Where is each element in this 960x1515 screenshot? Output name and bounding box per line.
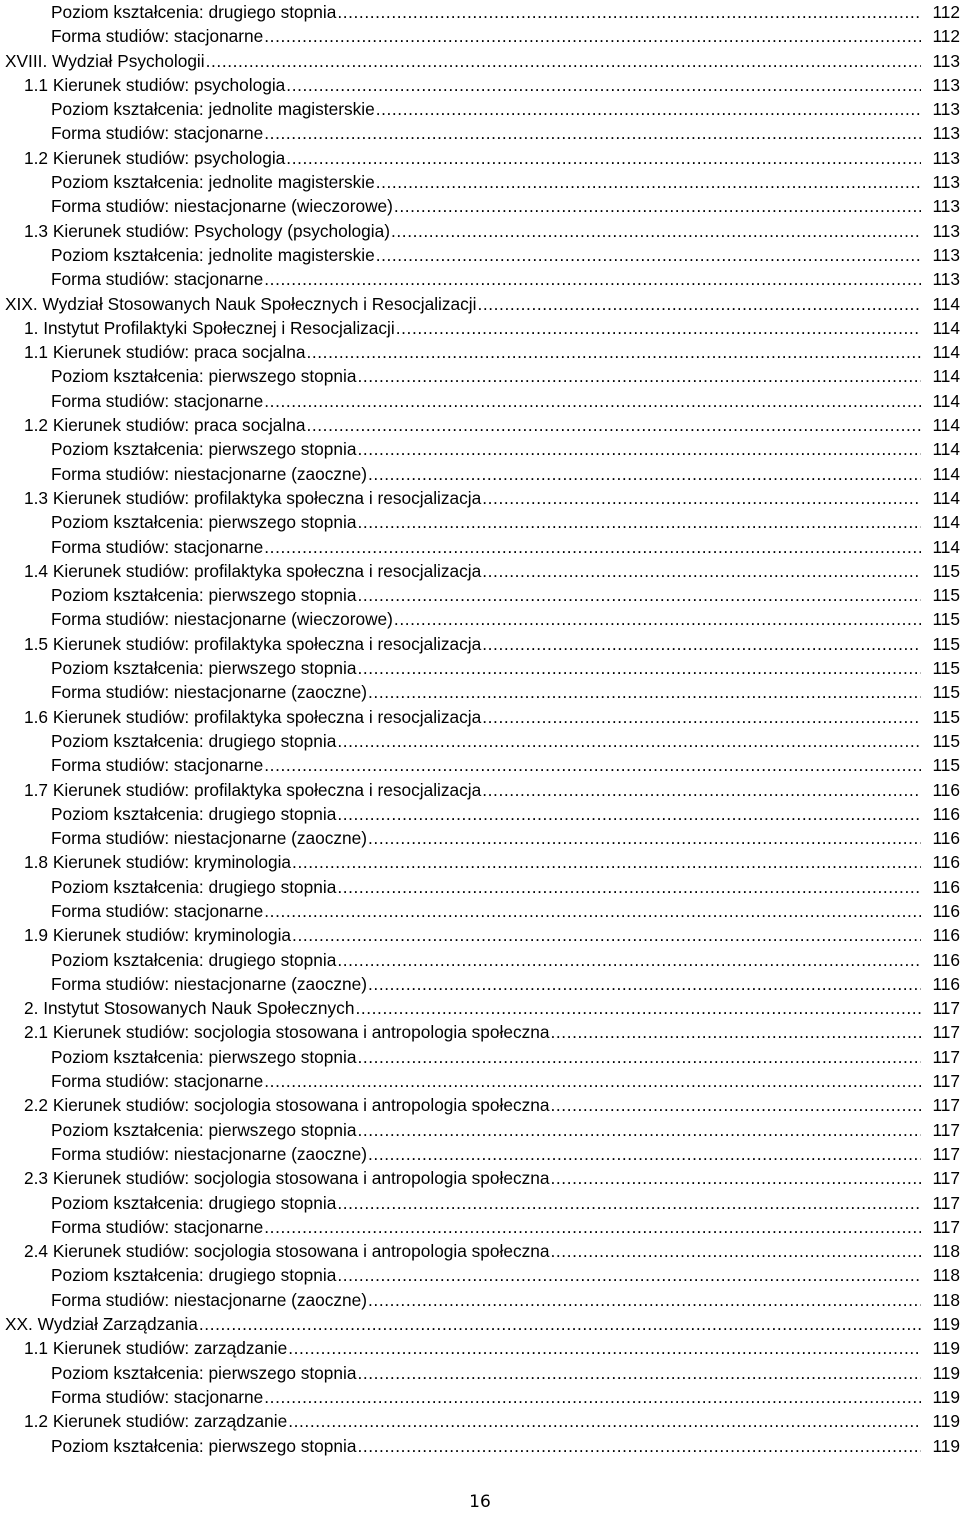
toc-dot-leader	[482, 778, 921, 802]
toc-entry-page-number: 117	[932, 1192, 960, 1213]
toc-entry[interactable]	[0, 486, 960, 510]
toc-entry-page-number: 115	[932, 706, 960, 727]
toc-dot-leader	[394, 607, 921, 631]
toc-entry-page-number: 115	[932, 633, 960, 654]
toc-entry-page-number: 114	[932, 342, 960, 363]
toc-entry[interactable]	[0, 364, 960, 388]
toc-dot-leader	[357, 583, 921, 607]
toc-entry-page-number: 113	[932, 99, 960, 120]
toc-entry-title: Poziom kształcenia: pierwszego stopnia	[51, 1435, 357, 1456]
toc-dot-leader	[199, 1312, 921, 1336]
toc-entry[interactable]	[0, 97, 960, 121]
toc-entry-title: XX. Wydział Zarządzania	[5, 1314, 198, 1335]
toc-entry-page-number: 112	[932, 2, 960, 22]
toc-dot-leader	[337, 875, 921, 899]
toc-entry[interactable]	[0, 559, 960, 583]
toc-entry[interactable]	[0, 875, 960, 899]
toc-entry-page-number: 113	[932, 196, 960, 217]
toc-entry-page-number: 115	[932, 609, 960, 630]
toc-entry-page-number: 115	[932, 730, 960, 751]
toc-entry[interactable]	[0, 146, 960, 170]
toc-dot-leader	[264, 535, 921, 559]
toc-entry-title: Poziom kształcenia: pierwszego stopnia	[51, 366, 357, 387]
toc-entry[interactable]	[0, 24, 960, 48]
toc-entry[interactable]	[0, 656, 960, 680]
toc-entry[interactable]	[0, 1020, 960, 1044]
toc-entry-page-number: 113	[932, 147, 960, 168]
toc-entry-title: XIX. Wydział Stosowanych Nauk Społecznych i Resocjalizacji	[5, 293, 477, 314]
toc-dot-leader	[391, 219, 921, 243]
toc-dot-leader	[357, 1118, 921, 1142]
toc-entry[interactable]	[0, 850, 960, 874]
toc-entry-title: Forma studiów: niestacjonarne (zaoczne)	[51, 1289, 368, 1310]
toc-dot-leader	[357, 1434, 921, 1458]
toc-entry-title: 1.2 Kierunek studiów: zarządzanie	[24, 1411, 288, 1432]
toc-dot-leader	[337, 802, 921, 826]
toc-entry-page-number: 114	[932, 293, 960, 314]
toc-entry-title: Poziom kształcenia: drugiego stopnia	[51, 803, 337, 824]
toc-entry-page-number: 117	[932, 1022, 960, 1043]
toc-entry-title: Forma studiów: stacjonarne	[51, 1216, 264, 1237]
toc-entry-page-number: 119	[932, 1314, 960, 1335]
toc-entry[interactable]	[0, 632, 960, 656]
toc-entry-title: Poziom kształcenia: jednolite magisterskie	[51, 99, 375, 120]
toc-dot-leader	[357, 510, 921, 534]
toc-entry-title: 2.1 Kierunek studiów: socjologia stosowana i antropologia społeczna	[24, 1022, 550, 1043]
toc-entry-page-number: 113	[932, 50, 960, 71]
toc-dot-leader	[376, 243, 921, 267]
toc-entry-page-number: 118	[932, 1289, 960, 1310]
toc-entry[interactable]	[0, 1361, 960, 1385]
toc-entry-page-number: 117	[932, 1119, 960, 1140]
toc-entry-page-number: 118	[932, 1241, 960, 1262]
toc-entry[interactable]	[0, 389, 960, 413]
toc-entry-page-number: 115	[932, 658, 960, 679]
toc-entry-title: Forma studiów: niestacjonarne (zaoczne)	[51, 463, 368, 484]
toc-entry[interactable]	[0, 1409, 960, 1433]
toc-dot-leader	[482, 559, 921, 583]
toc-entry[interactable]	[0, 1434, 960, 1458]
toc-entry[interactable]	[0, 437, 960, 461]
toc-entry-title: Forma studiów: stacjonarne	[51, 390, 264, 411]
toc-entry-title: 1.3 Kierunek studiów: Psychology (psychologia)	[24, 220, 390, 241]
toc-entry[interactable]	[0, 680, 960, 704]
toc-entry[interactable]	[0, 996, 960, 1020]
toc-entry-page-number: 114	[932, 366, 960, 387]
toc-entry-title: Forma studiów: stacjonarne	[51, 755, 264, 776]
toc-entry-page-number: 115	[932, 585, 960, 606]
toc-entry-title: Forma studiów: stacjonarne	[51, 1071, 264, 1092]
toc-entry-title: 1.7 Kierunek studiów: profilaktyka społeczna i resocjalizacja	[24, 779, 482, 800]
toc-entry-title: 1.1 Kierunek studiów: praca socjalna	[24, 342, 306, 363]
toc-dot-leader	[482, 632, 921, 656]
toc-entry-title: 1.2 Kierunek studiów: praca socjalna	[24, 415, 306, 436]
toc-entry-page-number: 117	[932, 1071, 960, 1092]
toc-dot-leader	[376, 170, 921, 194]
toc-entry-page-number: 115	[932, 682, 960, 703]
toc-dot-leader	[482, 486, 921, 510]
toc-entry-title: Poziom kształcenia: pierwszego stopnia	[51, 439, 357, 460]
toc-entry[interactable]	[0, 316, 960, 340]
toc-entry[interactable]	[0, 1069, 960, 1093]
toc-entry[interactable]	[0, 1191, 960, 1215]
toc-entry-page-number: 117	[932, 1168, 960, 1189]
toc-entry[interactable]	[0, 705, 960, 729]
toc-dot-leader	[337, 948, 921, 972]
toc-entry-page-number: 116	[932, 973, 960, 994]
toc-dot-leader	[550, 1020, 921, 1044]
toc-entry-title: Poziom kształcenia: drugiego stopnia	[51, 1192, 337, 1213]
toc-entry[interactable]	[0, 1263, 960, 1287]
toc-entry[interactable]	[0, 802, 960, 826]
toc-dot-leader	[368, 826, 921, 850]
toc-entry[interactable]	[0, 1239, 960, 1263]
toc-entry-page-number: 114	[932, 487, 960, 508]
toc-entry-page-number: 116	[932, 779, 960, 800]
toc-entry-title: Poziom kształcenia: drugiego stopnia	[51, 2, 337, 22]
toc-entry-title: Poziom kształcenia: pierwszego stopnia	[51, 1046, 357, 1067]
toc-entry[interactable]	[0, 826, 960, 850]
toc-dot-leader	[337, 0, 921, 24]
toc-entry-title: 1.8 Kierunek studiów: kryminologia	[24, 852, 292, 873]
toc-entry-title: 1.9 Kierunek studiów: kryminologia	[24, 925, 292, 946]
toc-entry-title: 1.1 Kierunek studiów: psychologia	[24, 74, 286, 95]
toc-entry-page-number: 119	[932, 1362, 960, 1383]
toc-entry[interactable]	[0, 1118, 960, 1142]
toc-dot-leader	[550, 1166, 921, 1190]
toc-dot-leader	[337, 729, 921, 753]
toc-entry-page-number: 117	[932, 998, 960, 1019]
toc-entry-page-number: 116	[932, 900, 960, 921]
toc-dot-leader	[357, 364, 921, 388]
toc-entry[interactable]	[0, 340, 960, 364]
toc-entry[interactable]	[0, 0, 960, 24]
toc-entry[interactable]	[0, 1142, 960, 1166]
toc-dot-leader	[357, 437, 921, 461]
toc-entry-title: Forma studiów: stacjonarne	[51, 123, 264, 144]
toc-dot-leader	[264, 1215, 921, 1239]
toc-entry-title: 1.2 Kierunek studiów: psychologia	[24, 147, 286, 168]
toc-entry[interactable]	[0, 923, 960, 947]
toc-entry-title: Forma studiów: niestacjonarne (zaoczne)	[51, 973, 368, 994]
toc-entry-page-number: 113	[932, 74, 960, 95]
toc-entry-title: Poziom kształcenia: drugiego stopnia	[51, 1265, 337, 1286]
toc-entry[interactable]	[0, 413, 960, 437]
toc-entry-page-number: 116	[932, 925, 960, 946]
toc-entry-page-number: 114	[932, 536, 960, 557]
toc-entry-title: Forma studiów: stacjonarne	[51, 1386, 264, 1407]
toc-entry[interactable]	[0, 292, 960, 316]
toc-entry[interactable]	[0, 535, 960, 559]
toc-entry-page-number: 116	[932, 949, 960, 970]
toc-dot-leader	[368, 680, 921, 704]
toc-dot-leader	[357, 1045, 921, 1069]
toc-entry-page-number: 115	[932, 755, 960, 776]
toc-entry-title: 1.4 Kierunek studiów: profilaktyka społeczna i resocjalizacja	[24, 560, 482, 581]
toc-entry-page-number: 116	[932, 852, 960, 873]
toc-entry-title: Forma studiów: stacjonarne	[51, 269, 264, 290]
toc-dot-leader	[306, 413, 921, 437]
toc-entry[interactable]	[0, 267, 960, 291]
toc-entry[interactable]	[0, 1166, 960, 1190]
toc-entry[interactable]	[0, 753, 960, 777]
toc-entry-page-number: 113	[932, 244, 960, 265]
toc-entry[interactable]	[0, 899, 960, 923]
toc-dot-leader	[292, 923, 921, 947]
toc-dot-leader	[264, 389, 921, 413]
toc-entry-page-number: 117	[932, 1046, 960, 1067]
toc-dot-leader	[264, 121, 921, 145]
toc-entry[interactable]	[0, 49, 960, 73]
toc-entry[interactable]	[0, 1312, 960, 1336]
toc-dot-leader	[477, 292, 921, 316]
toc-dot-leader	[357, 1361, 921, 1385]
toc-entry[interactable]	[0, 1336, 960, 1360]
toc-dot-leader	[482, 705, 921, 729]
toc-entry-title: 2.3 Kierunek studiów: socjologia stosowana i antropologia społeczna	[24, 1168, 550, 1189]
toc-entry-page-number: 114	[932, 317, 960, 338]
toc-entry-title: Forma studiów: stacjonarne	[51, 900, 264, 921]
toc-entry-title: 1.6 Kierunek studiów: profilaktyka społeczna i resocjalizacja	[24, 706, 482, 727]
toc-entry-page-number: 113	[932, 220, 960, 241]
toc-dot-leader	[368, 462, 921, 486]
toc-entry[interactable]	[0, 73, 960, 97]
toc-entry[interactable]	[0, 121, 960, 145]
toc-entry-title: 1. Instytut Profilaktyki Społecznej i Resocjalizacji	[24, 317, 395, 338]
toc-entry-page-number: 113	[932, 172, 960, 193]
toc-dot-leader	[288, 1409, 921, 1433]
toc-dot-leader	[394, 194, 921, 218]
toc-entry-page-number: 114	[932, 463, 960, 484]
toc-entry-title: Forma studiów: niestacjonarne (zaoczne)	[51, 828, 368, 849]
toc-entry-title: 2.4 Kierunek studiów: socjologia stosowana i antropologia społeczna	[24, 1241, 550, 1262]
toc-dot-leader	[368, 1288, 921, 1312]
toc-entry-page-number: 119	[932, 1386, 960, 1407]
toc-dot-leader	[288, 1336, 921, 1360]
toc-entry-page-number: 114	[932, 390, 960, 411]
toc-entry-page-number: 117	[932, 1143, 960, 1164]
toc-dot-leader	[292, 850, 921, 874]
toc-entry-page-number: 116	[932, 876, 960, 897]
toc-entry[interactable]	[0, 607, 960, 631]
toc-dot-leader	[264, 753, 921, 777]
toc-entry-title: 2. Instytut Stosowanych Nauk Społecznych	[24, 998, 355, 1019]
toc-entry[interactable]	[0, 948, 960, 972]
toc-entry-title: Poziom kształcenia: pierwszego stopnia	[51, 512, 357, 533]
toc-entry-page-number: 119	[932, 1435, 960, 1456]
toc-entry-page-number: 114	[932, 439, 960, 460]
toc-entry-title: Forma studiów: stacjonarne	[51, 536, 264, 557]
toc-entry-page-number: 112	[932, 26, 960, 47]
toc-entry-title: 1.1 Kierunek studiów: zarządzanie	[24, 1338, 288, 1359]
toc-entry[interactable]	[0, 1385, 960, 1409]
toc-dot-leader	[550, 1239, 921, 1263]
toc-dot-leader	[368, 972, 921, 996]
toc-dot-leader	[396, 316, 921, 340]
toc-dot-leader	[264, 267, 921, 291]
toc-entry-title: Poziom kształcenia: jednolite magisterskie	[51, 172, 375, 193]
toc-entry-page-number: 119	[932, 1338, 960, 1359]
toc-entry-title: Poziom kształcenia: pierwszego stopnia	[51, 1119, 357, 1140]
toc-entry-title: Poziom kształcenia: pierwszego stopnia	[51, 1362, 357, 1383]
toc-dot-leader	[355, 996, 921, 1020]
toc-entry[interactable]	[0, 219, 960, 243]
toc-dot-leader	[264, 24, 921, 48]
toc-entry[interactable]	[0, 510, 960, 534]
toc-entry-title: 1.3 Kierunek studiów: profilaktyka społeczna i resocjalizacja	[24, 487, 482, 508]
toc-entry-title: Poziom kształcenia: drugiego stopnia	[51, 949, 337, 970]
toc-entry[interactable]	[0, 170, 960, 194]
toc-dot-leader	[357, 656, 921, 680]
toc-dot-leader	[264, 899, 921, 923]
toc-dot-leader	[376, 97, 921, 121]
toc-entry[interactable]	[0, 583, 960, 607]
toc-entry-page-number: 113	[932, 269, 960, 290]
toc-entry-page-number: 117	[932, 1095, 960, 1116]
toc-entry[interactable]	[0, 729, 960, 753]
toc-entry[interactable]	[0, 778, 960, 802]
toc-entry-page-number: 114	[932, 415, 960, 436]
toc-dot-leader	[368, 1142, 921, 1166]
toc-dot-leader	[264, 1385, 921, 1409]
toc-entry-page-number: 114	[932, 512, 960, 533]
toc-entry[interactable]	[0, 972, 960, 996]
toc-entry-title: Poziom kształcenia: pierwszego stopnia	[51, 658, 357, 679]
toc-entry-title: Forma studiów: niestacjonarne (zaoczne)	[51, 1143, 368, 1164]
toc-entry-page-number: 117	[932, 1216, 960, 1237]
toc-entry[interactable]	[0, 1045, 960, 1069]
toc-dot-leader	[337, 1263, 921, 1287]
toc-entry-title: Forma studiów: stacjonarne	[51, 26, 264, 47]
toc-dot-leader	[286, 73, 921, 97]
toc-entry[interactable]	[0, 462, 960, 486]
toc-entry-page-number: 116	[932, 803, 960, 824]
toc-entry-title: Poziom kształcenia: drugiego stopnia	[51, 730, 337, 751]
toc-entry-page-number: 119	[932, 1411, 960, 1432]
toc-entry-page-number: 113	[932, 123, 960, 144]
toc-dot-leader	[306, 340, 921, 364]
toc-entry-page-number: 118	[932, 1265, 960, 1286]
toc-dot-leader	[550, 1093, 921, 1117]
toc-entry-title: Poziom kształcenia: jednolite magisterskie	[51, 244, 375, 265]
toc-entry-title: Poziom kształcenia: drugiego stopnia	[51, 876, 337, 897]
toc-entry-title: 2.2 Kierunek studiów: socjologia stosowana i antropologia społeczna	[24, 1095, 550, 1116]
toc-entry-title: Poziom kształcenia: pierwszego stopnia	[51, 585, 357, 606]
page-number-footer: 16	[469, 1492, 491, 1512]
toc-dot-leader	[337, 1191, 921, 1215]
toc-entry-page-number: 116	[932, 828, 960, 849]
toc-dot-leader	[206, 49, 921, 73]
toc-dot-leader	[264, 1069, 921, 1093]
toc-entry[interactable]	[0, 1288, 960, 1312]
toc-entry[interactable]	[0, 243, 960, 267]
toc-entry-page-number: 115	[932, 560, 960, 581]
toc-entry[interactable]	[0, 1093, 960, 1117]
toc-entry[interactable]	[0, 194, 960, 218]
toc-entry-title: Forma studiów: niestacjonarne (wieczorowe)	[51, 196, 393, 217]
toc-dot-leader	[286, 146, 921, 170]
toc-entry-title: Forma studiów: niestacjonarne (zaoczne)	[51, 682, 368, 703]
toc-entry-title: Forma studiów: niestacjonarne (wieczorowe)	[51, 609, 393, 630]
toc-entry-title: 1.5 Kierunek studiów: profilaktyka społeczna i resocjalizacja	[24, 633, 482, 654]
toc-entry[interactable]	[0, 1215, 960, 1239]
toc-entry-title: XVIII. Wydział Psychologii	[5, 50, 205, 71]
